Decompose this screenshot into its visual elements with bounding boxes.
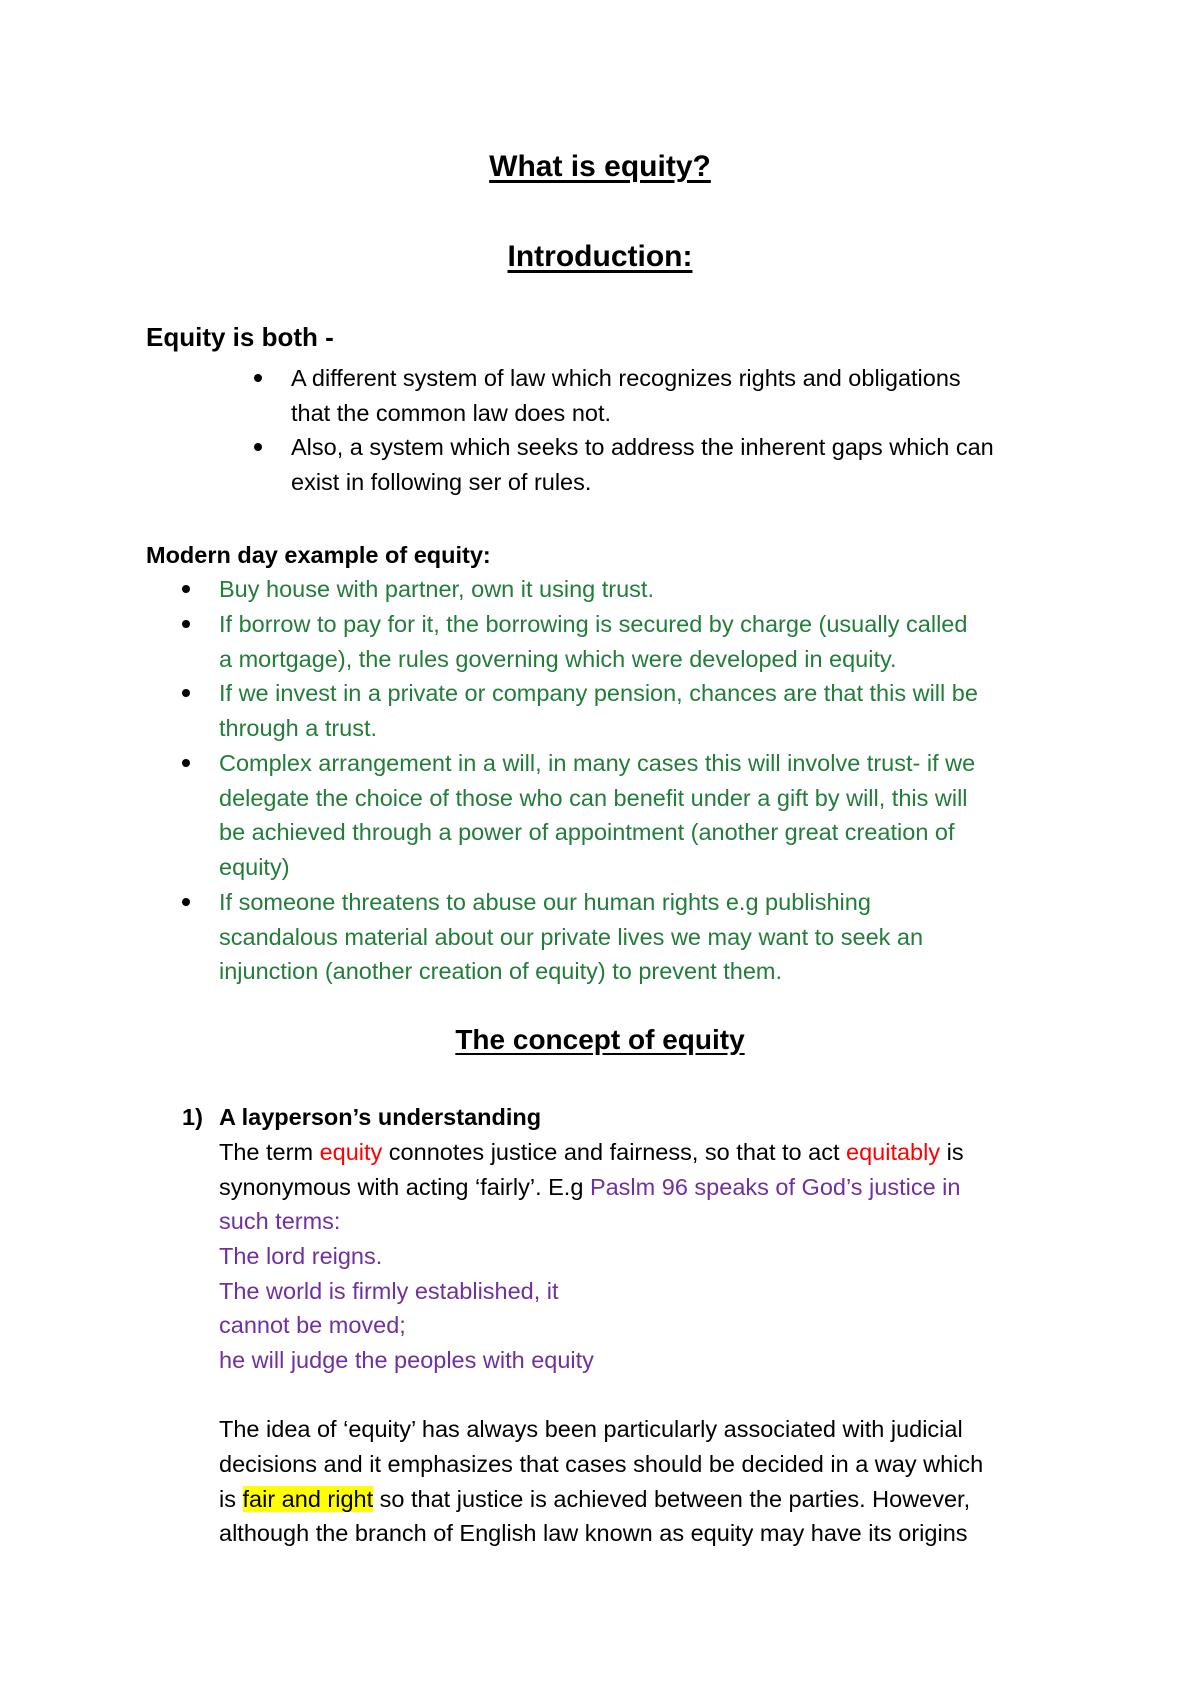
bullet-dot — [182, 759, 190, 767]
text-run: connotes justice and fairness, so that to act — [382, 1139, 847, 1165]
list-item-line: scandalous material about our private lives we may want to seek an — [219, 924, 924, 950]
highlighted-text: fair and right — [242, 1486, 374, 1512]
list-item-line: Also, a system which seeks to address the inherent gaps which can — [291, 434, 994, 460]
list-item-line: delegate the choice of those who can benefit under a gift by will, this will — [219, 785, 968, 811]
list-item-line: through a trust. — [219, 715, 378, 741]
item-number: 1) — [182, 1104, 203, 1130]
list-item-line: exist in following ser of rules. — [291, 469, 592, 495]
document-title: What is equity? — [489, 150, 711, 183]
modern-example-heading: Modern day example of equity: — [146, 542, 491, 568]
paragraph-line — [219, 1170, 960, 1205]
intro-heading: Introduction: — [507, 240, 693, 273]
text-run: The term — [219, 1139, 320, 1165]
text-run-purple: Paslm 96 speaks of God’s justice in — [589, 1174, 961, 1200]
list-item-line: Complex arrangement in a will, in many cases this will involve trust- if we — [219, 750, 976, 776]
quote-line: The lord reigns. — [219, 1243, 383, 1269]
list-item-line: injunction (another creation of equity) to prevent them. — [219, 958, 783, 984]
text-run: is — [219, 1486, 243, 1512]
bullet-dot — [254, 374, 262, 382]
bullet-dot — [254, 443, 262, 451]
text-run-red: equity — [319, 1139, 383, 1165]
quote-line: The world is firmly established, it — [219, 1278, 559, 1304]
list-item-line: Buy house with partner, own it using trust. — [219, 576, 654, 602]
bullet-dot — [182, 689, 190, 697]
list-item-line: a mortgage), the rules governing which were developed in equity. — [219, 646, 897, 672]
list-item-line: If someone threatens to abuse our human rights e.g publishing — [219, 889, 871, 915]
text-run: so that justice is achieved between the parties. However, — [373, 1486, 971, 1512]
paragraph-line: although the branch of English law known as equity may have its origins — [219, 1520, 968, 1546]
list-item-line: If borrow to pay for it, the borrowing is secured by charge (usually called — [219, 611, 968, 637]
bullet-dot — [182, 620, 190, 628]
quote-line: such terms: — [219, 1208, 341, 1234]
text-run: synonymous with acting ‘fairly’. E.g — [219, 1174, 590, 1200]
paragraph-line: decisions and it emphasizes that cases should be decided in a way which — [219, 1451, 984, 1477]
list-item-line: If we invest in a private or company pension, chances are that this will be — [219, 680, 978, 706]
concept-heading: The concept of equity — [455, 1024, 745, 1055]
quote-line: he will judge the peoples with equity — [219, 1347, 594, 1373]
equity-both-heading: Equity is both - — [146, 322, 334, 352]
paragraph-line: The idea of ‘equity’ has always been particularly associated with judicial — [219, 1416, 963, 1442]
list-item-line: A different system of law which recognizes rights and obligations — [291, 365, 961, 391]
list-item-line: that the common law does not. — [291, 400, 612, 426]
list-item-line: be achieved through a power of appointment (another great creation of — [219, 819, 955, 845]
bullet-dot — [182, 898, 190, 906]
paragraph-line — [219, 1482, 970, 1517]
text-run-red: equitably — [846, 1139, 941, 1165]
list-item-line: equity) — [219, 854, 290, 880]
bullet-dot — [182, 585, 190, 593]
item-title: A layperson’s understanding — [219, 1104, 542, 1130]
text-run: is — [940, 1139, 964, 1165]
paragraph-line — [219, 1135, 964, 1170]
quote-line: cannot be moved; — [219, 1312, 406, 1338]
